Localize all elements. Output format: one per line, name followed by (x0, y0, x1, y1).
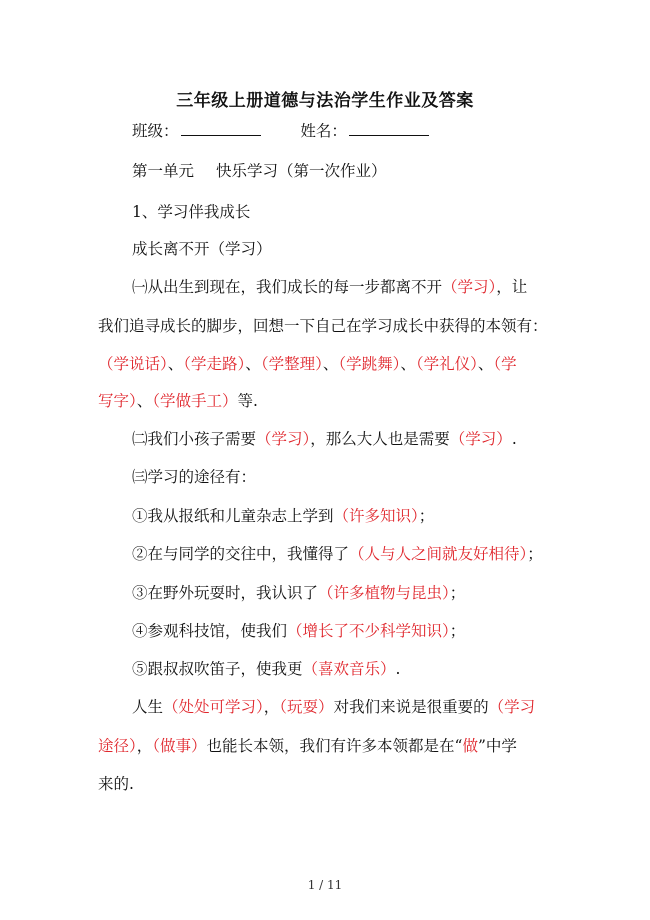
para1-answer-7a: （学 (493, 355, 517, 373)
item-answer: （许多植物与昆虫） (318, 584, 450, 602)
para1-line2: 我们追寻成长的脚步，回想一下自己在学习成长中获得的本领有： (98, 317, 548, 335)
item-end: ； (527, 545, 543, 563)
item-text: ④参观科技馆，使我们 (132, 622, 288, 640)
para2-end: . (511, 430, 517, 448)
para1-text-a: ㈠从出生到现在，我们成长的每一步都离不开 (132, 278, 443, 296)
para2-text-b: ，那么大人也是需要 (310, 430, 450, 448)
para1-answer-2: （学说话） (98, 355, 168, 373)
item-answer: （人与人之间就友好相待） (349, 545, 528, 563)
para1-end: 等. (237, 392, 258, 410)
item-text: ⑤跟叔叔吹笛子，使我更 (132, 660, 303, 678)
item-end: ； (418, 507, 435, 525)
page-number: 1 / 11 (307, 878, 343, 892)
para1-line1 (132, 276, 527, 298)
para2-text-a: ㈡我们小孩子需要 (132, 430, 257, 448)
para4-text-b: ， (263, 698, 280, 716)
para4-line1 (132, 696, 535, 718)
para4-text-e: 也能长本领，我们有许多本领都是在“ (206, 737, 463, 755)
list-item (132, 620, 465, 642)
separator: 、 (167, 355, 184, 373)
item-end: ； (449, 622, 466, 640)
separator: 、 (136, 392, 153, 410)
para2-answer-1: （学习） (256, 430, 311, 448)
unit-label: 第一单元 (132, 162, 195, 180)
para4-line3: 来的. (98, 775, 134, 793)
item-text: ③在野外玩耍时，我认识了 (132, 584, 319, 602)
item-end: . (395, 660, 401, 678)
item-answer: （增长了不少科学知识） (287, 622, 450, 640)
item-end: ； (449, 584, 466, 602)
document-title: 三年级上册道德与法治学生作业及答案 (176, 91, 474, 111)
para1-answer-5: （学跳舞） (338, 355, 401, 373)
para1-answer-7b: 写字） (98, 392, 137, 410)
para4-answer-3a: （学习 (488, 698, 536, 716)
student-info-row (132, 119, 429, 142)
item-text: ①我从报纸和儿童杂志上学到 (132, 507, 334, 525)
unit-heading (132, 160, 387, 182)
para2 (132, 428, 517, 450)
para1-answer-8: （学做手工） (152, 392, 238, 410)
separator: 、 (400, 355, 416, 373)
lesson-subtitle: 成长离不开（学习） (132, 240, 272, 258)
para4-answer-4: （做事） (152, 737, 207, 755)
separator: 、 (245, 355, 261, 373)
para4-answer-2: （玩耍） (279, 698, 334, 716)
separator: 、 (477, 355, 494, 373)
para3: ㈢学习的途径有： (132, 468, 257, 486)
para1-answer-4: （学整理） (260, 355, 323, 373)
para4-text-a: 人生 (132, 698, 164, 716)
para4-answer-5: 做 (462, 737, 478, 755)
para4-answer-1: （处处可学习） (163, 698, 264, 716)
list-item (132, 658, 400, 680)
para4-line2 (98, 735, 517, 757)
para1-text-b: ，让 (496, 278, 528, 296)
para4-text-d: ， (136, 737, 153, 755)
para1-answer-1: （学习） (442, 278, 497, 296)
item-answer: （许多知识） (333, 507, 419, 525)
list-item (132, 543, 543, 565)
separator: 、 (322, 355, 339, 373)
para1-answer-3: （学走路） (183, 355, 246, 373)
item-text: ②在与同学的交往中，我懂得了 (132, 545, 350, 563)
unit-topic: 快乐学习（第一次作业） (216, 162, 387, 180)
list-item (132, 582, 465, 604)
class-blank[interactable] (181, 119, 261, 136)
item-answer: （喜欢音乐） (302, 660, 396, 678)
class-label: 班级： (132, 122, 179, 140)
lesson-heading: 1、学习伴我成长 (132, 203, 251, 221)
name-blank[interactable] (349, 119, 429, 136)
para1-answer-6: （学礼仪） (415, 355, 478, 373)
name-label: 姓名： (300, 122, 347, 140)
para2-answer-2: （学习） (449, 430, 512, 448)
para4-text-f: ”中学 (478, 737, 517, 755)
list-item (132, 505, 434, 527)
para1-line4 (98, 390, 258, 412)
para4-answer-3b: 途径） (98, 737, 137, 755)
para4-text-c: 对我们来说是很重要的 (333, 698, 489, 716)
para1-line3 (98, 353, 517, 375)
